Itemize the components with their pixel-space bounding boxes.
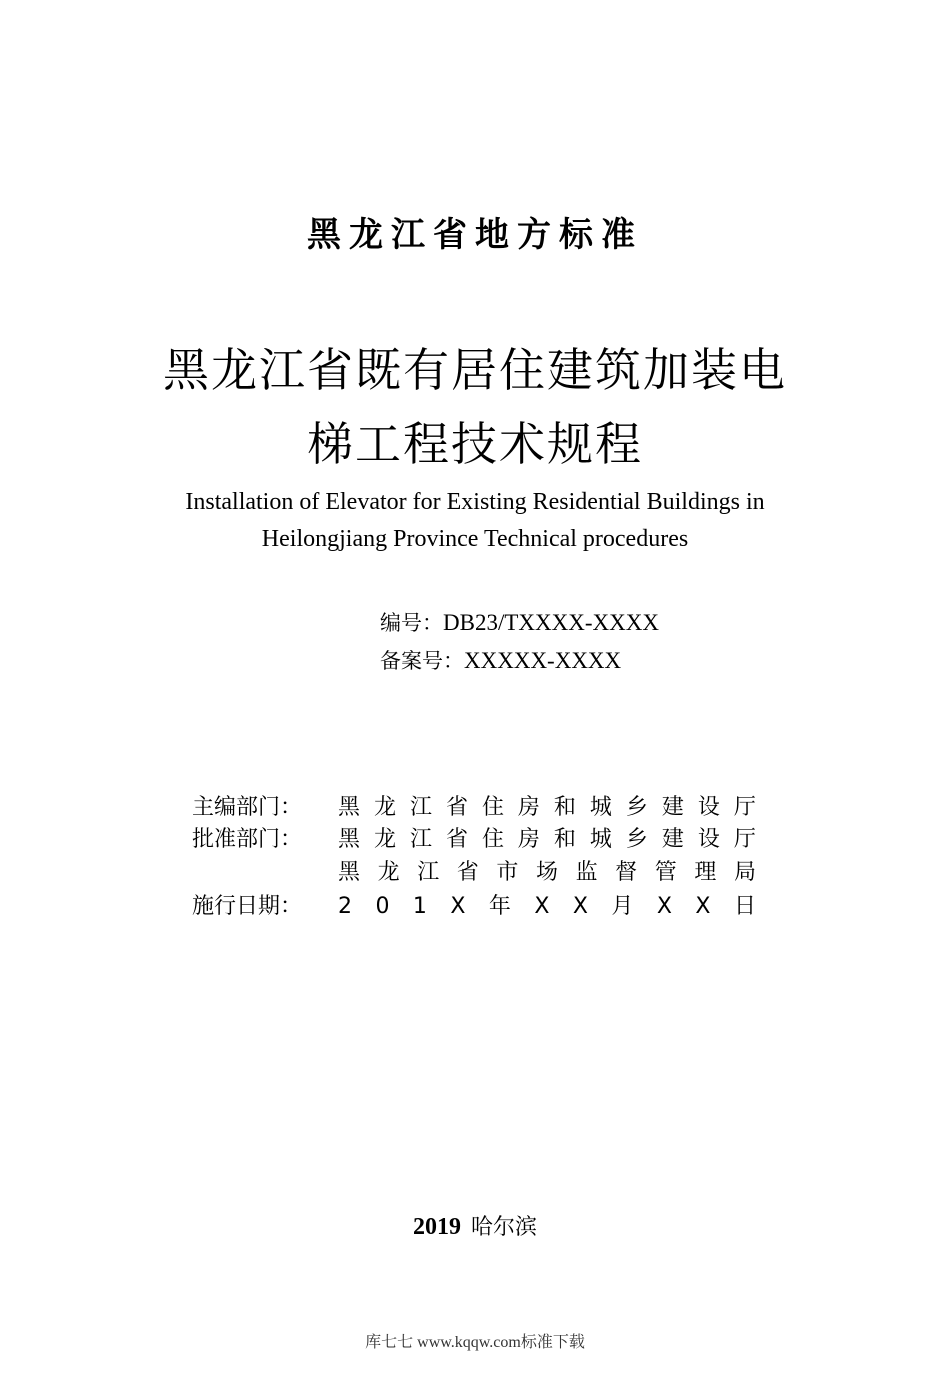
value-char: 月 <box>611 894 634 919</box>
value-char: 和 <box>553 827 576 852</box>
value-char: 住 <box>481 795 504 820</box>
value-char: X <box>695 894 711 919</box>
value-char: 设 <box>697 827 720 852</box>
value-char: 龙 <box>373 795 396 820</box>
value-char: 乡 <box>625 827 648 852</box>
value-char: 房 <box>517 827 540 852</box>
value-char: X <box>572 894 588 919</box>
value-char: 住 <box>481 827 504 852</box>
value-char: 0 <box>375 894 390 919</box>
approval-department-row <box>192 823 762 857</box>
approval-department-value <box>338 823 756 857</box>
effective-date-row <box>192 890 762 924</box>
value-char: 年 <box>488 894 511 919</box>
value-char: 房 <box>517 795 540 820</box>
value-char: 江 <box>417 860 440 885</box>
publication-city: 哈尔滨 <box>470 1215 537 1240</box>
effective-date-label: 施行日期： <box>192 894 303 919</box>
value-char: 黑 <box>338 860 361 885</box>
value-char: 督 <box>615 860 638 885</box>
value-char: 理 <box>694 860 717 885</box>
value-char: 设 <box>697 795 720 820</box>
chief-editor-department-label: 主编部门： <box>192 795 303 820</box>
value-char: 城 <box>589 795 612 820</box>
title-en-line-2: Heilongjiang Province Technical procedures <box>261 526 689 552</box>
value-char: X <box>656 894 672 919</box>
value-char: 省 <box>445 795 468 820</box>
record-number-value: XXXXX-XXXX <box>464 648 622 673</box>
value-char: 厅 <box>733 795 756 820</box>
value-char: 江 <box>409 795 432 820</box>
record-number-label: 备案号： <box>380 649 464 673</box>
standard-code-value: DB23/TXXXX-XXXX <box>443 610 659 635</box>
value-char: 城 <box>589 827 612 852</box>
value-char: 日 <box>733 894 756 919</box>
value-char: 黑 <box>338 795 361 820</box>
standard-code-label: 编号： <box>380 611 443 635</box>
value-char: 黑 <box>338 827 361 852</box>
chief-editor-department-value <box>338 791 756 825</box>
standard-code <box>380 607 659 639</box>
value-char: 和 <box>553 795 576 820</box>
effective-date-value <box>338 890 756 924</box>
publication-year: 2019 <box>412 1214 461 1240</box>
value-char: 场 <box>535 860 558 885</box>
value-char: 2 <box>338 894 352 919</box>
title-zh-line-2: 梯工程技术规程 <box>307 417 643 471</box>
chief-editor-department-row <box>192 791 762 825</box>
record-number <box>380 645 621 677</box>
approval-department-label: 批准部门： <box>192 827 303 852</box>
approval-department-second-row <box>192 856 762 890</box>
value-char: 建 <box>661 795 684 820</box>
value-char: 乡 <box>625 795 648 820</box>
value-char: 建 <box>661 827 684 852</box>
standard-category: 黑龙江省地方标准 <box>307 215 643 255</box>
value-char: 龙 <box>377 860 400 885</box>
approval-department-second-value <box>338 856 756 890</box>
value-char: 龙 <box>373 827 396 852</box>
value-char: 局 <box>733 860 756 885</box>
value-char: 1 <box>412 894 427 919</box>
site-watermark: 库七七 www.kqqw.com标准下载 <box>365 1334 585 1351</box>
value-char: 管 <box>654 860 677 885</box>
value-char: X <box>450 894 466 919</box>
title-zh-line-1: 黑龙江省既有居住建筑加装电 <box>163 343 787 397</box>
value-char: 江 <box>409 827 432 852</box>
value-char: 省 <box>445 827 468 852</box>
title-en-line-1: Installation of Elevator for Existing Residential Buildings in <box>185 489 765 515</box>
value-char: 市 <box>496 860 519 885</box>
value-char: 监 <box>575 860 598 885</box>
value-char: 厅 <box>733 827 756 852</box>
value-char: 省 <box>456 860 479 885</box>
value-char: X <box>534 894 550 919</box>
publication-footer <box>0 1210 950 1245</box>
